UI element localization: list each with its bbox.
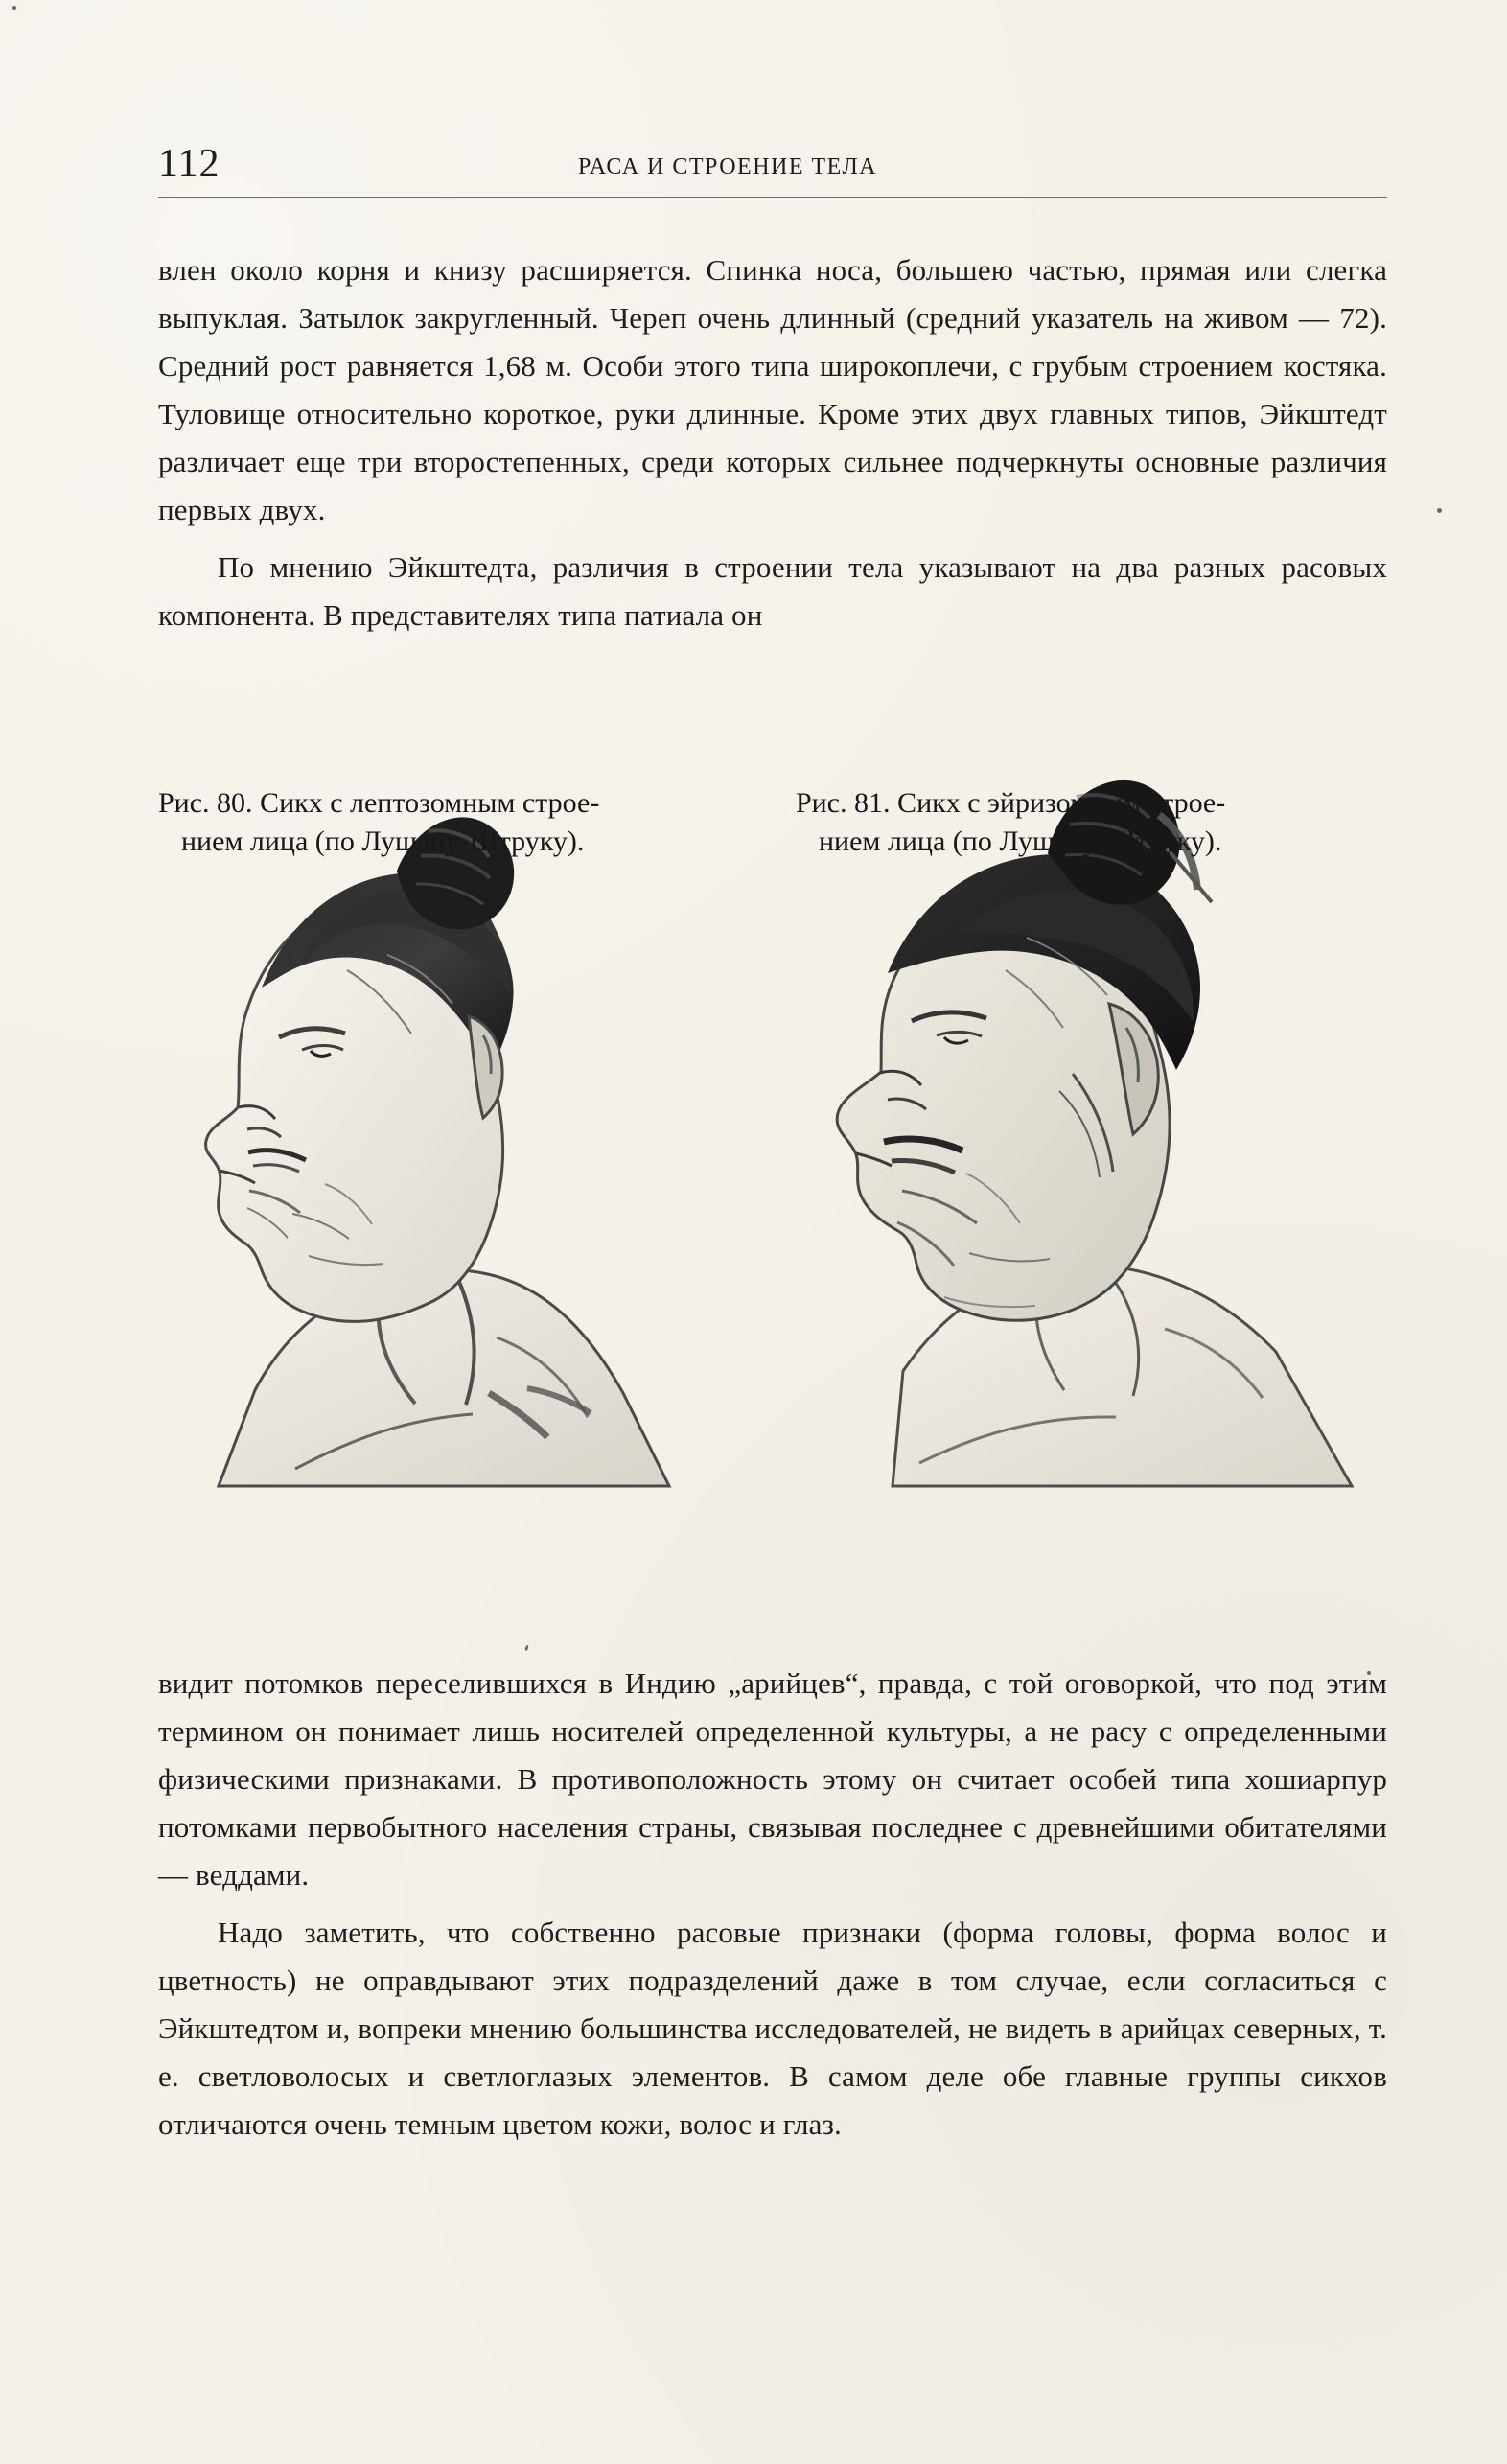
main-text-bottom bbox=[158, 1660, 1387, 2149]
paragraph-top-2: По мнению Эйкштедта, различия в строении тела указывают на два разных расовых компонента. В представителях типа патиала он bbox=[158, 550, 1387, 632]
page-header bbox=[158, 144, 1387, 199]
print-speck bbox=[12, 6, 16, 10]
print-speck bbox=[524, 1645, 529, 1652]
figure-81-caption bbox=[796, 784, 1390, 861]
header-rule bbox=[158, 197, 1387, 198]
portrait-euryzomic-sikh bbox=[791, 757, 1404, 1496]
figure-81 bbox=[791, 757, 1404, 1544]
page-number: 112 bbox=[158, 142, 220, 186]
portrait-leptosomic-sikh bbox=[142, 757, 755, 1496]
figure-80 bbox=[142, 757, 755, 1544]
print-speck bbox=[1437, 508, 1442, 513]
figure-80-caption bbox=[158, 784, 748, 861]
figure-81-caption-line-2: нием лица (по Лушану-Штруку). bbox=[819, 825, 1222, 857]
paragraph-bottom-2: Надо заметить, что собственно расовые признаки (форма головы, форма волос и цветность) не оправдывают этих подразделений даже в том случае, если согласиться с Эйкштедтом и, вопреки мнению большинства исследователей, не видеть в арийцах северных, т. е. светловолосых и светлоглазых элементов. В самом деле обе главные группы сикхов отличаются очень темным цветом кожи, волос и глаз. bbox=[158, 1916, 1387, 2141]
paragraph-top-1: влен около корня и книзу расширяется. Спинка носа, большею частью, прямая или слегка выпуклая. Затылок закругленный. Череп очень длинный (средний указатель на живом — 72). Средний рост равняется 1,68 м. Особи этого типа широкоплечи, с грубым строением костяка. Туловище относительно короткое, руки длинные. Кроме этих двух главных типов, Эйкштедт различает еще три второстепенных, среди которых сильнее подчеркнуты основные различия первых двух. bbox=[158, 253, 1387, 526]
figure-81-caption-line-1: Рис. 81. Сикх с эйризомным строе- bbox=[796, 787, 1226, 819]
figure-80-caption-line-1: Рис. 80. Сикх с лептозомным строе- bbox=[158, 787, 600, 819]
main-text-top bbox=[158, 246, 1387, 639]
running-title: РАСА И СТРОЕНИЕ ТЕЛА bbox=[578, 154, 878, 179]
figure-80-caption-line-2: нием лица (по Лушану-Штруку). bbox=[181, 825, 585, 857]
paragraph-bottom-1: видит потомков переселившихся в Индию „арийцев“, правда, с той оговоркой, что под этим термином он понимает лишь носителей определенной культуры, а не расу с определенными физическими признаками. В противоположность этому он считает особей типа хошиарпур потомками первобытного населения страны, связывая последнее с древнейшими обитателями — веддами. bbox=[158, 1666, 1387, 1892]
